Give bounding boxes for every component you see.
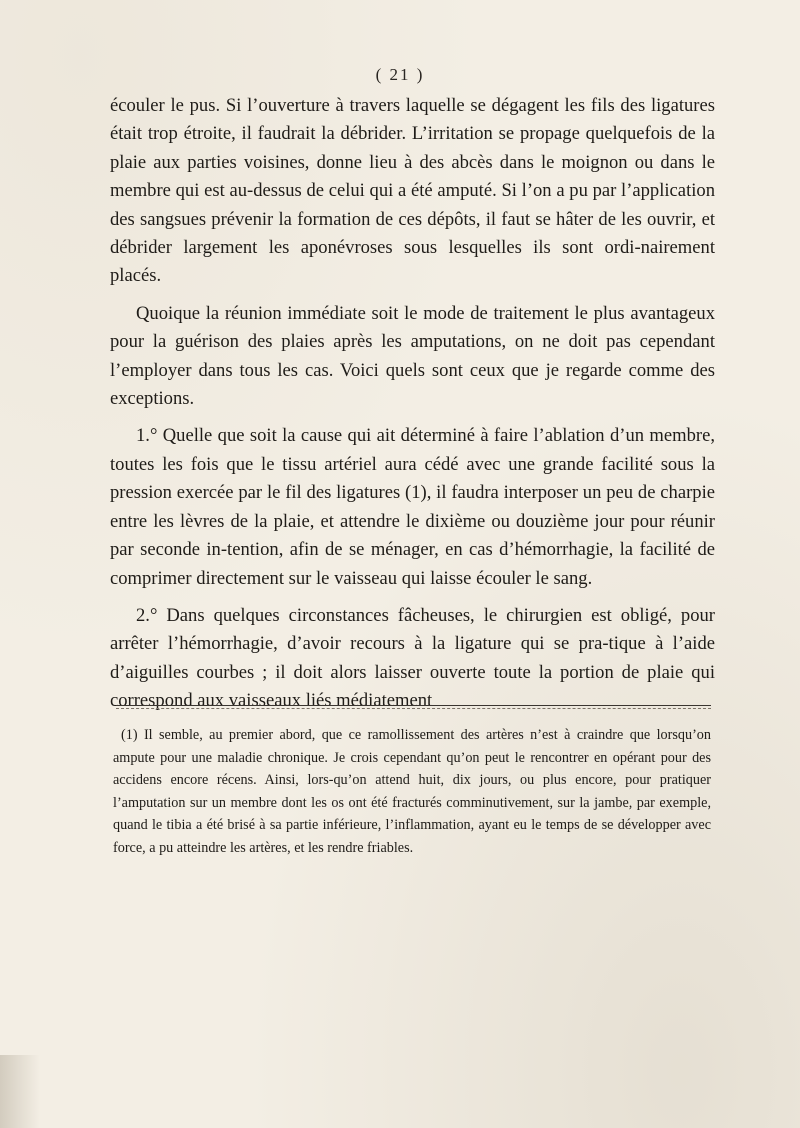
page-number: ( 21 ) (375, 65, 425, 84)
paragraph-exception-2: 2.° Dans quelques circonstances fâcheuses, le chirurgien est obligé, pour arrêter l’hémorrhagie, d’avoir recours à la ligature qui se pra-tique à l’aide d’aiguilles courbes ; il doit alors laisser ouverte toute la portion de plaie qui correspond aux vaisseaux liés médiatement (110, 604, 715, 712)
paragraph-immediate-union: Quoique la réunion immédiate soit le mode de traitement le plus avantageux pour la guérison des plaies après les amputations, on ne doit pas cependant l’employer dans tous les cas. Voici quels sont ceux que je regarde comme des exceptions. (110, 302, 715, 410)
paragraph-exception-1: 1.° Quelle que soit la cause qui ait déterminé à faire l’ablation d’un membre, toutes les fois que le tissu artériel aura cédé avec une grande facilité sous la pression exercée par le fil des ligatures (1), il faudra interposer un peu de charpie entre les lèvres de la plaie, et attendre le dixième ou douzième jour pour réunir par seconde in-tention, afin de se ménager, en cas d’hémorrhagie, la facilité de comprimer directement sur le vaisseau qui laisse écouler le sang. (110, 425, 715, 589)
footnote-separator-dashed (116, 708, 711, 709)
main-text (110, 92, 715, 716)
footnote: (1) Il semble, au premier abord, que ce ramollissement des artères n’est à craindre que lorsqu’on ampute pour une maladie chronique. Je crois cependant qu’on peut le rencontrer en opérant pour des accidens encore récens. Ainsi, lors-qu’on attend huit, dix jours, ou plus encore, pour pratiquer l’amputation sur un membre dont les os ont été fracturés comminutivement, sur la jambe, par exemple, quand le tibia a été brisé à sa partie inférieure, l’inflammation, ayant eu le temps de se développer avec force, a pu atteindre les artères, et les rendre friables. (113, 727, 711, 856)
page-stain (0, 1055, 40, 1128)
footnote-separator (116, 705, 711, 706)
paragraph-continuation: écouler le pus. Si l’ouverture à travers laquelle se dégagent les fils des ligatures était trop étroite, il faudrait la débrider. L’irritation se propage quelquefois de la plaie aux parties voisines, donne lieu à des abcès dans le moignon ou dans le membre qui est au-dessus de celui qui a été amputé. Si l’on a pu par l’application des sangsues prévenir la formation de ces dépôts, il faut se hâter de les ouvrir, et débrider largement les aponévroses sous lesquelles ils sont ordi-nairement placés. (110, 95, 715, 287)
